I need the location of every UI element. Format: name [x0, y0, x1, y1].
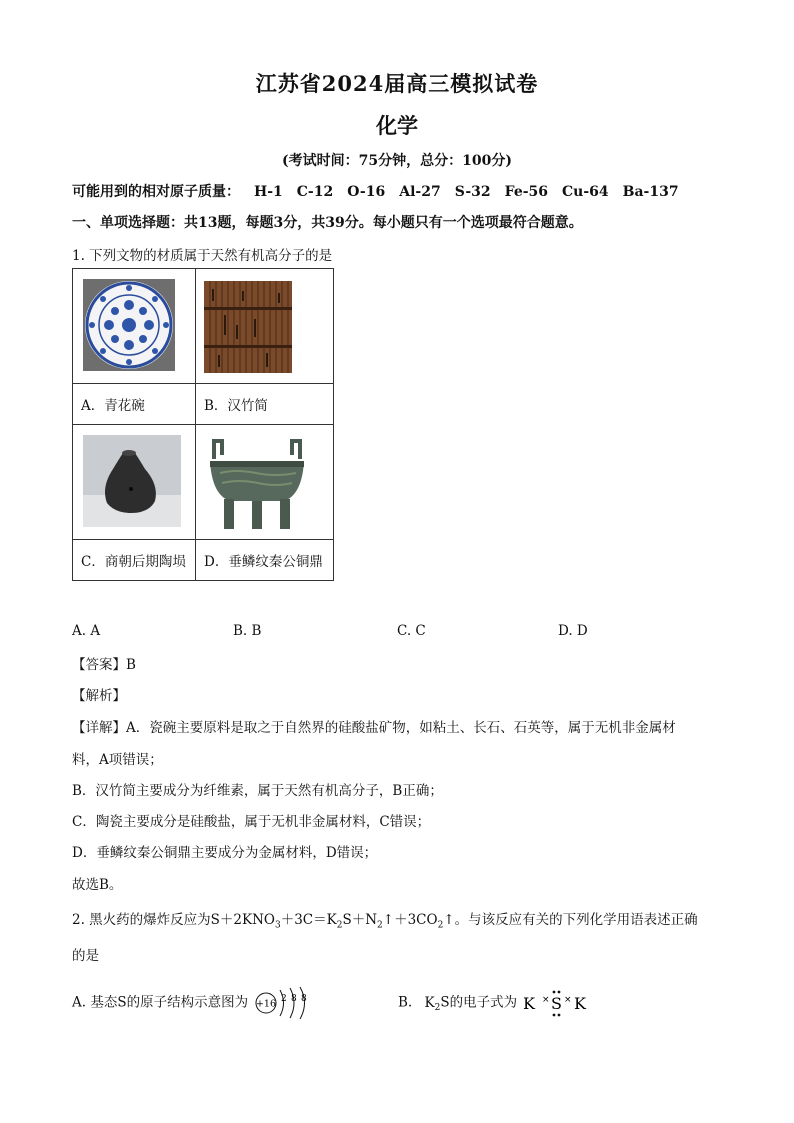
bronze-ding-image: [196, 425, 334, 540]
detail-text-1: A．瓷碗主要原料是取之于自然界的硅酸盐矿物，如粘土、长石、石英等，属于无机非金属材: [126, 720, 676, 736]
q2-option-a-text: A. 基态S的原子结构示意图为: [72, 994, 249, 1011]
exam-info: (考试时间：75分钟，总分：100分): [282, 153, 512, 169]
eq-part: ↑: [443, 912, 455, 928]
eq-part: S＋2KNO: [210, 912, 275, 928]
electron-dot-k-left: K: [523, 994, 536, 1013]
detail-line-6: 故选B。: [72, 877, 123, 893]
mass-c: C-12: [296, 184, 334, 200]
reaction-equation: [210, 912, 455, 931]
q2-stem-suffix: 。与该反应有关的下列化学用语表述正确: [454, 912, 698, 928]
k2s-electron-dot-diagram: [521, 986, 593, 1020]
sulfur-atom-structure-diagram: [254, 986, 318, 1020]
mass-al: Al-27: [399, 184, 441, 200]
atomic-masses: [72, 181, 679, 201]
question-2-stem-line2: 的是: [72, 948, 99, 964]
detail-line-2: 料，A项错误；: [72, 752, 163, 768]
mass-s: S-32: [454, 184, 491, 200]
option-a[interactable]: A. A: [72, 623, 101, 639]
question-2-option-a[interactable]: [72, 986, 318, 1020]
masses-label: 可能用到的相对原子质量：: [72, 184, 240, 200]
shell-1-count: 2: [281, 994, 288, 1004]
q2-option-b-sub: 2: [434, 1003, 441, 1014]
mass-ba: Ba-137: [622, 184, 679, 200]
detail-line-4: C．陶瓷主要成分是硅酸盐，属于无机非金属材料，C错误；: [72, 814, 431, 830]
option-d-label: D．垂鳞纹秦公铜鼎: [196, 540, 334, 581]
shell-3-count: 8: [301, 994, 308, 1004]
option-c-label: C．商朝后期陶埙: [73, 540, 196, 581]
nucleus-charge: +16: [256, 998, 277, 1010]
q2-option-b-prefix: B.: [398, 994, 413, 1011]
option-d[interactable]: D. D: [558, 623, 588, 639]
option-a-label: A．青花碗: [73, 384, 196, 425]
subject-title: 化学: [376, 113, 418, 138]
electron-dot-k-right: K: [574, 994, 587, 1013]
detail-line-3: B．汉竹简主要成分为纤维素，属于天然有机高分子，B正确；: [72, 783, 443, 799]
eq-sub: 3: [274, 920, 281, 931]
mass-o: O-16: [347, 184, 386, 200]
option-b[interactable]: B. B: [233, 623, 262, 639]
eq-part: ＋3C＝K: [280, 912, 337, 928]
mass-h: H-1: [254, 184, 283, 200]
section-heading: 一、单项选择题：共13题，每题3分，共39分。每小题只有一个选项最符合题意。: [72, 215, 583, 231]
q2-option-b-text: S的电子式为: [440, 994, 518, 1011]
electron-cross-left: ×: [542, 995, 550, 1005]
mass-fe: Fe-56: [504, 184, 549, 200]
electron-dot-s: S: [551, 994, 563, 1013]
mass-cu: Cu-64: [562, 184, 609, 200]
q2-option-b-formula: K: [424, 994, 435, 1011]
page-title: 江苏省2024届高三模拟试卷: [255, 71, 539, 96]
bamboo-slips-image: [196, 269, 334, 384]
detail-line-1: [72, 716, 676, 736]
electron-cross-right: ×: [564, 995, 572, 1005]
question-2-stem: [72, 908, 698, 931]
eq-sub: 2: [437, 920, 444, 931]
detail-tag: 【详解】: [72, 720, 126, 736]
detail-line-5: D．垂鳞纹秦公铜鼎主要成分为金属材料，D错误；: [72, 845, 378, 861]
answer-line: [72, 653, 136, 673]
shell-2-count: 8: [291, 994, 298, 1004]
analysis-tag: 【解析】: [72, 688, 126, 704]
option-c[interactable]: C. C: [397, 623, 426, 639]
question-1-stem: 1. 下列文物的材质属于天然有机高分子的是: [72, 248, 333, 264]
porcelain-bowl-image: [73, 269, 196, 384]
q2-stem-prefix: 2. 黑火药的爆炸反应为: [72, 912, 211, 928]
answer-tag: 【答案】: [72, 657, 126, 673]
eq-part: S＋N: [342, 912, 378, 928]
question-2-option-b[interactable]: [398, 986, 593, 1020]
eq-sub: 2: [377, 920, 383, 931]
eq-sub: 2: [336, 920, 343, 931]
answer-value: B: [126, 657, 136, 673]
question-1-image-table: [72, 268, 334, 581]
option-b-label: B．汉竹简: [196, 384, 334, 425]
eq-part: ↑＋3CO: [382, 912, 438, 928]
pottery-xun-image: [73, 425, 196, 540]
